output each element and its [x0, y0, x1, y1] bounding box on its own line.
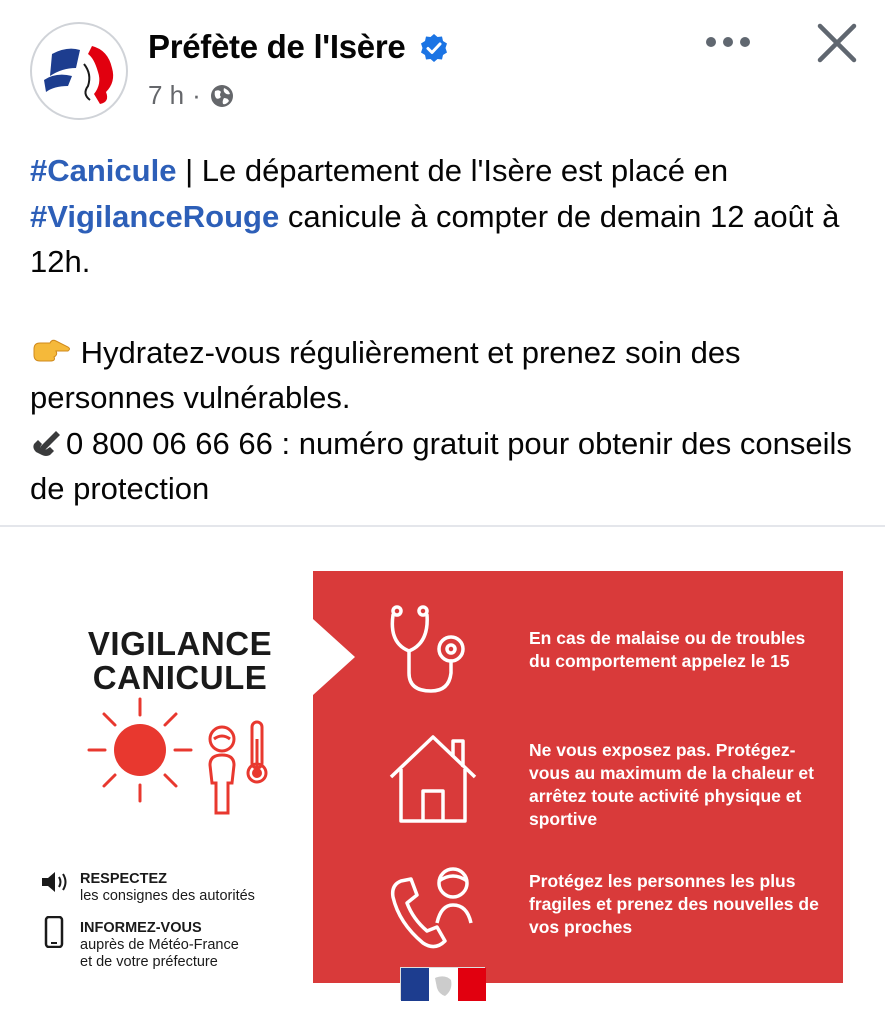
close-icon[interactable] — [812, 18, 862, 68]
hashtag-vigilance-rouge[interactable]: #VigilanceRouge — [30, 198, 280, 234]
globe-icon — [209, 83, 235, 109]
speaker-icon — [40, 870, 70, 894]
post-header — [0, 0, 885, 130]
post-text — [30, 148, 860, 512]
inform-title: INFORMEZ-VOUS — [80, 920, 202, 936]
marianne-logo-icon — [32, 24, 128, 120]
advice-tip-1: En cas de malaise ou de troubles du comportement appelez le 15 — [529, 628, 806, 671]
pointing-hand-icon — [30, 335, 72, 367]
respect-text: les consignes des autorités — [80, 888, 255, 904]
inform-text-2: et de votre préfecture — [80, 954, 218, 970]
person-thermometer-icon — [200, 717, 275, 827]
post-text-line-2: canicule à compter de demain 12 août à 12h. — [30, 198, 840, 279]
hashtag-canicule[interactable]: #Canicule — [30, 153, 177, 188]
post-meta — [148, 80, 235, 111]
respect-title: RESPECTEZ — [80, 871, 168, 887]
more-options-button[interactable] — [700, 22, 756, 62]
more-options-icon — [703, 36, 753, 48]
post-text-line-1: | Le département de l'Isère est placé en — [176, 153, 729, 188]
post-paragraph-2 — [30, 330, 860, 512]
avatar[interactable] — [30, 22, 128, 120]
meta-separator: · — [192, 80, 201, 110]
inform-block — [80, 920, 239, 971]
sun-icon — [85, 695, 195, 805]
advice-hydration: Hydratez-vous régulièrement et prenez soin des personnes vulnérables. — [30, 334, 741, 415]
phone-care-icon — [385, 861, 485, 956]
advice-tip-2: Ne vous exposez pas. Protégez-vous au maximum de la chaleur et arrêtez toute activité physique et sportive — [529, 740, 814, 829]
stethoscope-icon — [385, 603, 475, 698]
advice-tip-3: Protégez les personnes les plus fragiles et prenez des nouvelles de vos proches — [529, 871, 819, 937]
verified-badge-icon — [418, 32, 450, 64]
vigilance-title — [60, 627, 300, 695]
advice-phone-number: 0 800 06 66 66 : numéro gratuit pour obtenir des conseils de protection — [30, 425, 852, 506]
vigilance-title-line2: CANICULE — [92, 659, 268, 696]
house-icon — [385, 731, 480, 826]
page-name[interactable]: Préfète de l'Isère — [148, 28, 406, 65]
phone-icon — [30, 426, 66, 458]
panel-arrow — [313, 619, 355, 695]
inform-text-1: auprès de Météo-France — [80, 937, 239, 953]
french-republic-flag-icon — [400, 967, 485, 1000]
vigilance-title-line1: VIGILANCE — [87, 625, 273, 662]
mobile-icon — [44, 916, 64, 948]
post-paragraph-1 — [30, 148, 860, 285]
vigilance-infographic[interactable] — [0, 527, 885, 1024]
respect-block — [80, 871, 255, 905]
post-time[interactable]: 7 h — [148, 80, 185, 110]
